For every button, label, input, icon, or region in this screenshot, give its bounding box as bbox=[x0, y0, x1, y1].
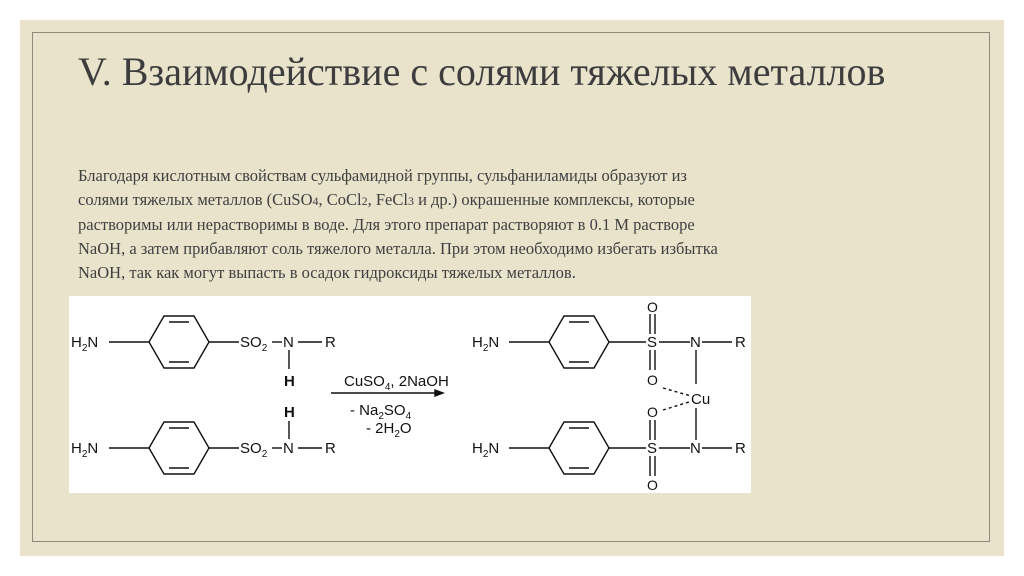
product-top-sulfur-label: S bbox=[647, 334, 658, 351]
product-top-oxygen-lower: O bbox=[647, 372, 658, 388]
reaction-scheme bbox=[69, 296, 751, 493]
product-bottom-amine-label: $H_2N$ bbox=[472, 440, 500, 460]
top-reactant-n-label: N bbox=[283, 334, 294, 351]
paragraph-line-4: NaOH, а затем прибавляют соль тяжелого металла. При этом необходимо избегать избытка bbox=[78, 239, 718, 258]
top-reactant-r-label: R bbox=[325, 334, 336, 351]
paragraph-line-2-start: солями тяжелых металлов (CuSO bbox=[78, 190, 313, 209]
bottom-reactant-r-label: R bbox=[325, 440, 336, 457]
product-bottom-n-label: N bbox=[690, 440, 701, 457]
benzene-ring-top-reactant bbox=[149, 316, 209, 368]
product-top-n-label: N bbox=[690, 334, 701, 351]
benzene-ring-top-product bbox=[549, 316, 609, 368]
bottom-reactant-amine-label: $H_2N$ bbox=[71, 440, 99, 460]
product-top-oxygen-upper: O bbox=[647, 299, 658, 315]
paragraph-line-3: растворимы или нерастворимы в воде. Для этого препарат растворяют в 0.1 М растворе bbox=[78, 215, 695, 234]
benzene-ring-bottom-product bbox=[549, 422, 609, 474]
product-bottom-oxygen-upper: O bbox=[647, 404, 658, 420]
slide-title: V. Взаимодействие с солями тяжелых металлов bbox=[78, 49, 886, 94]
copper-label: Cu bbox=[691, 391, 711, 408]
top-reactant-h-label: H bbox=[284, 373, 295, 390]
benzene-ring-bottom-reactant bbox=[149, 422, 209, 474]
product-bottom-r-label: R bbox=[735, 440, 746, 457]
bottom-reactant-n-label: N bbox=[283, 440, 294, 457]
product-bottom-oxygen-lower: O bbox=[647, 477, 658, 493]
bottom-reactant-h-label: H bbox=[284, 404, 295, 421]
reaction-scheme-svg bbox=[69, 296, 751, 493]
bottom-reactant-so2-label: $SO_2$ bbox=[240, 440, 268, 460]
product-top-r-label: R bbox=[735, 334, 746, 351]
top-reactant-amine-label: $H_2N$ bbox=[71, 334, 99, 354]
paragraph-line-2-end: и др.) окрашенные комплексы, которые bbox=[413, 190, 695, 209]
top-reactant-so2-label: $SO_2$ bbox=[240, 334, 268, 354]
paragraph-line-2-sub-1: 4 bbox=[312, 194, 319, 208]
slide-paragraph bbox=[78, 164, 878, 285]
paragraph-line-2-mid-2: , FeCl bbox=[367, 190, 408, 209]
paragraph-line-2-sub-2: 2 bbox=[361, 194, 368, 208]
reagent-line-3: - $2H_2O$ bbox=[366, 420, 412, 440]
reagent-line-1: CuSO$_4$, 2NaOH bbox=[344, 373, 449, 393]
paragraph-line-2-mid-1: , CoCl bbox=[318, 190, 362, 209]
paragraph-line-2-sub-3: 3 bbox=[407, 194, 414, 208]
product-top-amine-label: $H_2N$ bbox=[472, 334, 500, 354]
product-bottom-sulfur-label: S bbox=[647, 440, 658, 457]
paragraph-line-5: NaOH, так как могут выпасть в осадок гидроксиды тяжелых металлов. bbox=[78, 263, 576, 282]
reagent-line-2: - $Na_2SO_4$ bbox=[350, 402, 412, 422]
paragraph-line-1: Благодаря кислотным свойствам сульфамидной группы, сульфаниламиды образуют из bbox=[78, 166, 687, 185]
